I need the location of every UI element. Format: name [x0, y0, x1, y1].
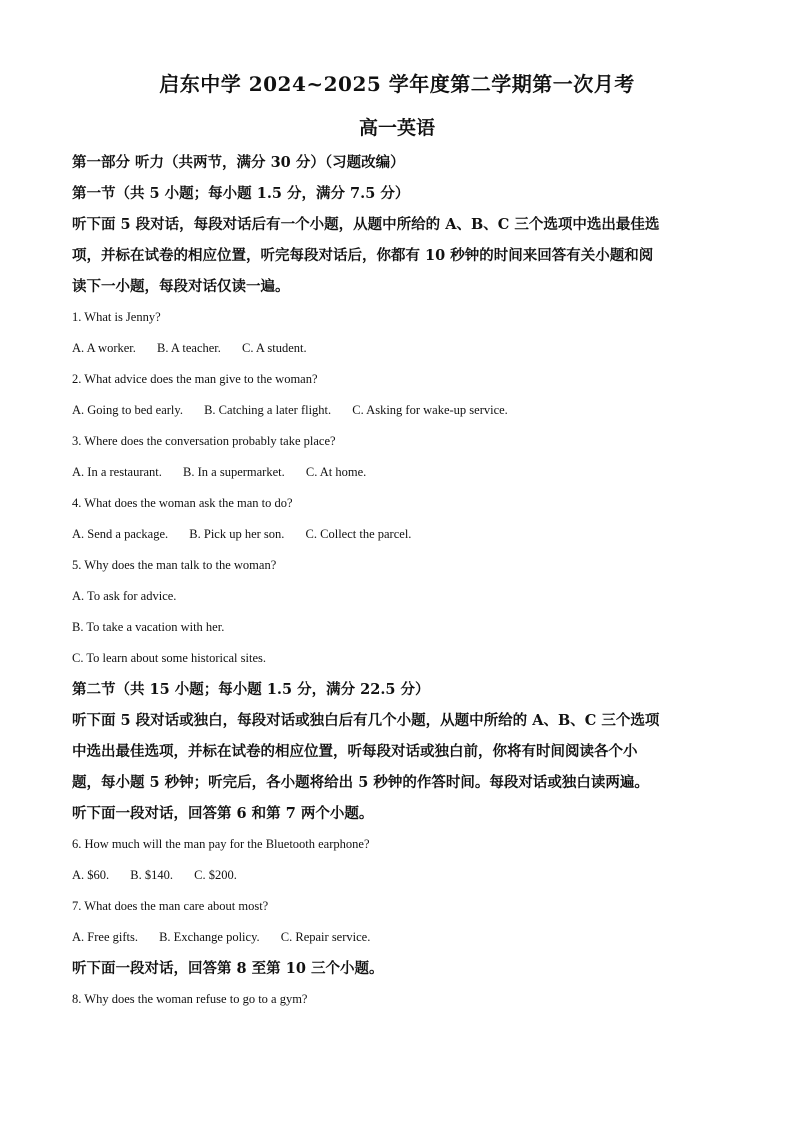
- option-c: C. Collect the parcel.: [305, 527, 412, 541]
- question-3-options: [72, 457, 722, 488]
- option-b: B. In a supermarket.: [183, 465, 285, 479]
- exam-content: [72, 147, 722, 1015]
- question-2-options: [72, 395, 722, 426]
- option-b: B. Catching a later flight.: [204, 403, 332, 417]
- section1-instruction-line: 读下一小题，每段对话仅读一遍。: [72, 278, 290, 295]
- option-b: B. Exchange policy.: [159, 930, 260, 944]
- option-b: B. To take a vacation with her.: [72, 620, 225, 634]
- section2-heading: 第二节（共 15 小题；每小题 1.5 分，满分 22.5 分）: [72, 681, 430, 698]
- group2-intro: 听下面一段对话，回答第 8 至第 10 三个小题。: [72, 960, 384, 977]
- group1-intro: 听下面一段对话，回答第 6 和第 7 两个小题。: [72, 805, 374, 822]
- part1-heading: 第一部分 听力（共两节，满分 30 分）（习题改编）: [72, 154, 405, 171]
- option-a: A. Send a package.: [72, 527, 169, 541]
- section1-instruction-line: 听下面 5 段对话，每段对话后有一个小题，从题中所给的 A、B、C 三个选项中选出最佳选: [72, 216, 660, 233]
- option-c: C. Asking for wake-up service.: [352, 403, 508, 417]
- option-a: A. To ask for advice.: [72, 589, 177, 603]
- option-c: C. $200.: [194, 868, 237, 882]
- exam-title: 启东中学 2024~2025 学年度第二学期第一次月考: [159, 72, 635, 96]
- question-2: 2. What advice does the man give to the woman?: [72, 372, 318, 386]
- question-1: 1. What is Jenny?: [72, 310, 161, 324]
- section1-heading: 第一节（共 5 小题；每小题 1.5 分，满分 7.5 分）: [72, 185, 410, 202]
- option-b: B. $140.: [130, 868, 173, 882]
- option-c: C. Repair service.: [280, 930, 371, 944]
- section2-instruction-line: 中选出最佳选项，并标在试卷的相应位置，听每段对话或独白前，你将有时间阅读各个小: [72, 743, 638, 760]
- option-a: A. In a restaurant.: [72, 465, 162, 479]
- option-c: C. A student.: [242, 341, 307, 355]
- question-6-options: [72, 860, 722, 891]
- option-a: A. Going to bed early.: [72, 403, 183, 417]
- question-3: 3. Where does the conversation probably take place?: [72, 434, 336, 448]
- option-b: B. Pick up her son.: [189, 527, 285, 541]
- question-4: 4. What does the woman ask the man to do?: [72, 496, 293, 510]
- option-b: B. A teacher.: [157, 341, 221, 355]
- section2-instruction-line: 题，每小题 5 秒钟；听完后，各小题将给出 5 秒钟的作答时间。每段对话或独白读两遍。: [72, 774, 649, 791]
- question-7-options: [72, 922, 722, 953]
- option-c: C. At home.: [305, 465, 367, 479]
- question-7: 7. What does the man care about most?: [72, 899, 269, 913]
- option-c: C. To learn about some historical sites.: [72, 651, 267, 665]
- question-8: 8. Why does the woman refuse to go to a gym?: [72, 992, 308, 1006]
- exam-subtitle: 高一英语: [358, 117, 435, 139]
- question-1-options: [72, 333, 722, 364]
- section1-instruction-line: 项，并标在试卷的相应位置，听完每段对话后，你都有 10 秒钟的时间来回答有关小题和阅: [72, 247, 654, 264]
- question-4-options: [72, 519, 722, 550]
- option-a: A. $60.: [72, 868, 110, 882]
- option-a: A. A worker.: [72, 341, 136, 355]
- question-6: 6. How much will the man pay for the Bluetooth earphone?: [72, 837, 370, 851]
- question-5: 5. Why does the man talk to the woman?: [72, 558, 277, 572]
- section2-instruction-line: 听下面 5 段对话或独白，每段对话或独白后有几个小题，从题中所给的 A、B、C 三个选项: [72, 712, 660, 729]
- option-a: A. Free gifts.: [72, 930, 138, 944]
